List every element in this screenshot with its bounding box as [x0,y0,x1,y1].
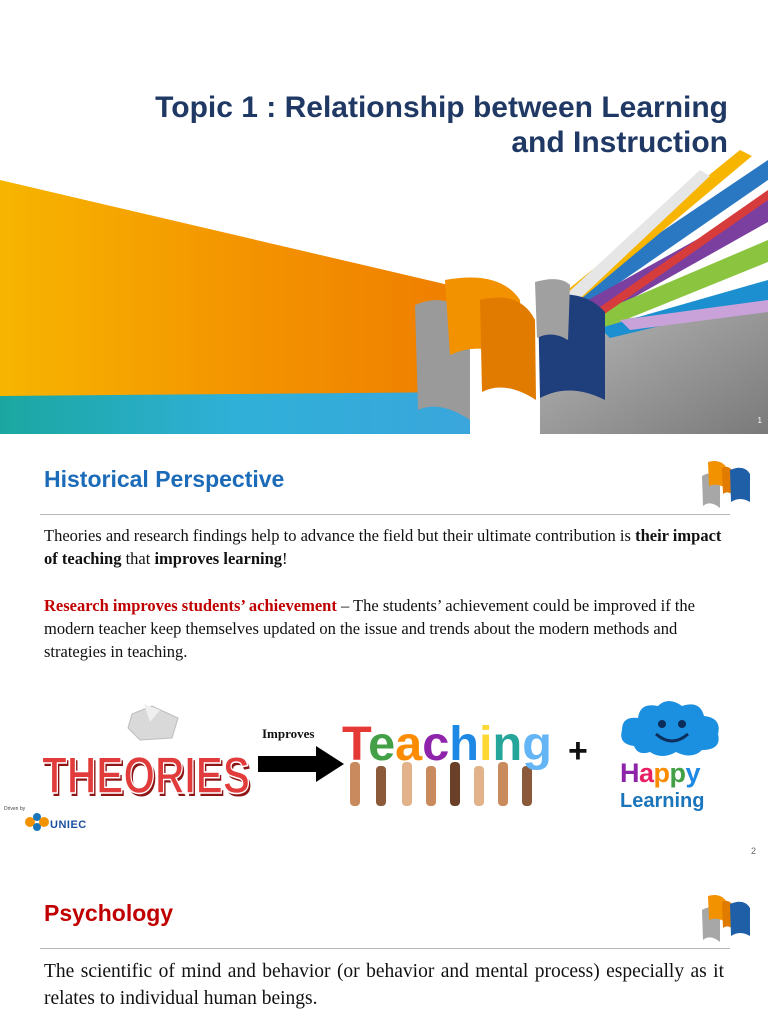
cloud-smiley-icon [616,698,728,762]
leaf-logo-icon [700,456,752,514]
uniec-logo-icon [24,812,50,832]
right-arrow-icon [258,746,344,782]
theories-text: THEORIES [42,747,250,804]
intro-text-2: that [121,549,155,568]
psychology-definition: The scientific of mind and behavior (or behavior and mental process) especially as it relates to individual human beings. [44,961,724,1009]
uniec-brand-text: UNIEC [50,819,87,831]
research-highlight: Research improves students’ achievement [44,596,337,615]
theories-shadow-text: THEORIES [44,750,252,804]
title-banner-graphic [0,0,768,434]
presentation-title [88,90,728,160]
heading-divider [40,514,730,515]
heading-divider [40,948,730,949]
title-line-2: and Instruction [511,126,728,159]
improves-label: Improves [262,726,315,741]
slide-number: 2 [750,846,756,856]
driven-by-label: Driven by [4,806,26,812]
intro-paragraph [44,524,724,570]
leaf-logo-icon [700,890,752,948]
research-paragraph [44,594,724,663]
learning-word: Learning [620,790,705,812]
teaching-word: Teaching [342,718,552,771]
slide-heading: Historical Perspective [44,466,285,492]
teaching-hands-illustration [340,710,560,806]
intro-text-1: Theories and research findings help to advance the field but their ultimate contribution is [44,526,636,545]
historical-perspective-slide [0,434,768,866]
title-line-1: Topic 1 : Relationship between Learning [155,91,728,124]
plus-sign: + [568,732,588,770]
psychology-slide [0,866,768,1024]
title-slide [0,0,768,434]
intro-bold-1: their impact of teaching [44,526,722,568]
happy-word: Happy [620,758,701,788]
slide-heading: Psychology [44,900,174,926]
intro-bold-2: improves learning [154,549,283,568]
research-text: – The students’ achievement could be improved if the modern teacher keep themselves updated on the issue and trends about the modern methods and strategies in teaching. [44,596,696,661]
slide-number: 1 [757,416,762,425]
intro-text-end: ! [282,549,288,568]
theories-illustration [40,704,256,804]
